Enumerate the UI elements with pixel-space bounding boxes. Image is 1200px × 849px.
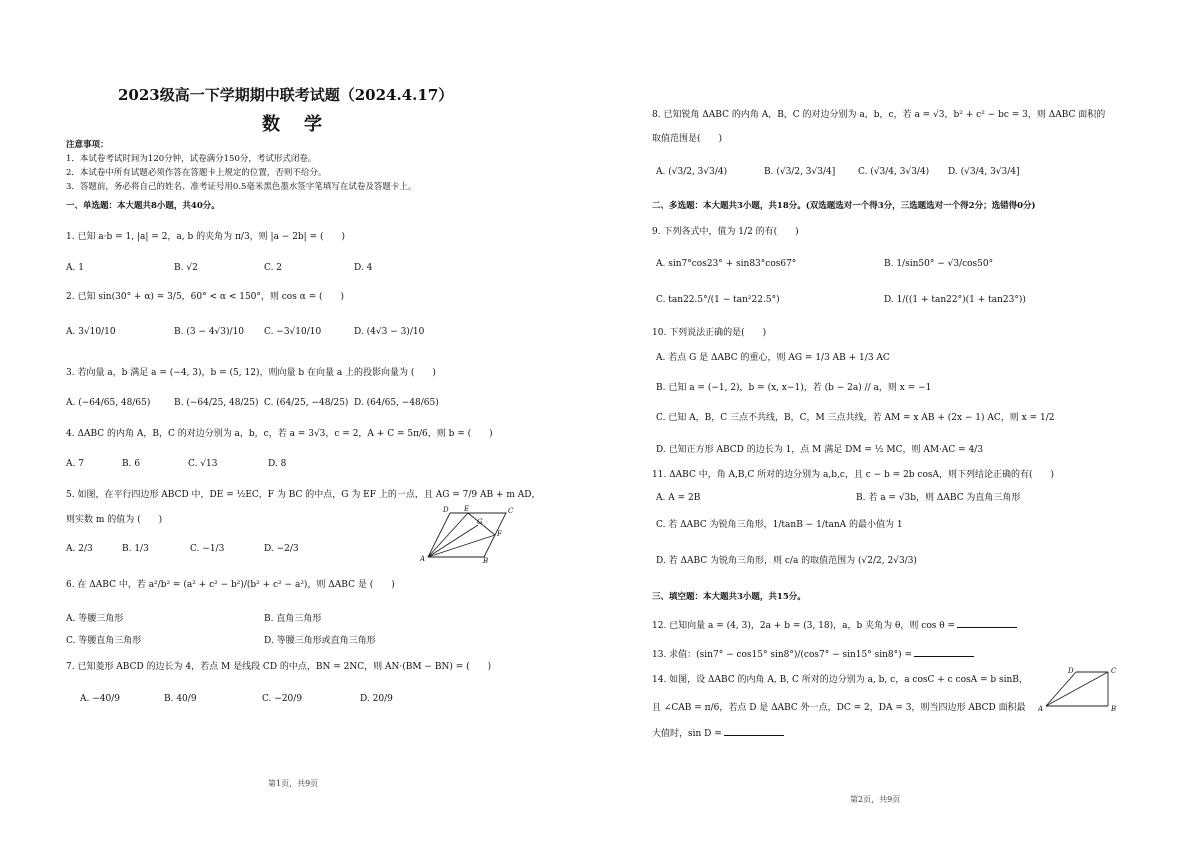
q1-option-d: D. 4 [354, 263, 373, 273]
question-8: 8. 已知锐角 ΔABC 的内角 A，B，C 的对边分别为 a，b，c，若 a = √3，b² + c² − bc = 3，则 ΔABC 面积的 [652, 110, 1106, 120]
q5-option-d: D. −2/3 [264, 544, 299, 554]
q1-option-a: A. 1 [66, 263, 84, 273]
notice-1: 1．本试卷考试时间为120分钟，试卷满分150分，考试形式闭卷。 [66, 154, 317, 164]
q4-option-c: C. √13 [188, 459, 218, 469]
exam-title: 2023级高一下学期期中联考试题（2024.4.17） [118, 86, 454, 104]
notice-header: 注意事项： [66, 140, 109, 150]
q7-option-d: D. 20/9 [360, 694, 393, 704]
fig-label-f: F [497, 530, 502, 538]
q1-option-c: C. 2 [264, 263, 283, 273]
segment-da [1046, 672, 1076, 706]
question-14-cont2 [652, 727, 784, 741]
subject-title: 数学 [262, 114, 346, 135]
question-14: 14. 如图，设 ΔABC 的内角 A, B, C 所对的边分别为 a, b, c，a cosC + c cosA = b sinB， [652, 675, 1028, 685]
question-12-text: 12. 已知向量 a = (4, 3)，2a + b = (3, 18)，a，b 夹角为 θ，则 cos θ = [652, 621, 956, 631]
fig14-label-c: C [1111, 667, 1117, 675]
quadrilateral-figure [1038, 664, 1122, 712]
q6-option-d: D. 等腰三角形或直角三角形 [264, 636, 376, 646]
q3-option-b: B. (−64/25, 48/25) [174, 398, 259, 408]
question-9: 9. 下列各式中，值为 1/2 的有( ) [652, 227, 799, 237]
fig-label-e: E [464, 505, 470, 513]
question-13 [652, 648, 974, 662]
question-2: 2. 已知 sin(30° + α) = 3/5，60° < α < 150°，则 cos α = ( ) [66, 292, 345, 302]
question-11: 11. ΔABC 中，角 A,B,C 所对的边分别为 a,b,c，且 c − b = 2b cosA，则下列结论正确的有( ) [652, 470, 1055, 480]
q2-option-c: C. −3√10/10 [264, 327, 322, 337]
q11-option-c: C. 若 ΔABC 为锐角三角形，1/tanB − 1/tanA 的最小值为 1 [656, 520, 903, 530]
q9-option-a: A. sin7°cos23° + sin83°cos67° [656, 259, 797, 269]
fig-label-b: B [483, 557, 489, 563]
fig-label-a: A [420, 555, 426, 563]
q6-option-c: C. 等腰直角三角形 [66, 636, 142, 646]
q11-option-d: D. 若 ΔABC 为锐角三角形，则 c/a 的取值范围为 (√2/2, 2√3/3) [656, 556, 917, 566]
q5-option-a: A. 2/3 [66, 544, 93, 554]
q8-option-c: C. (√3/4, 3√3/4) [858, 167, 930, 177]
fig14-label-d: D [1068, 667, 1074, 675]
q9-option-c: C. tan22.5°/(1 − tan²22.5°) [656, 295, 780, 305]
parallelogram-figure [420, 505, 520, 563]
q8-option-a: A. (√3/2, 3√3/4) [656, 167, 728, 177]
q4-option-b: B. 6 [122, 459, 141, 469]
section-single-choice: 一、单选题：本大题共8小题，共40分。 [66, 201, 220, 211]
q7-option-c: C. −20/9 [262, 694, 303, 704]
question-7: 7. 已知菱形 ABCD 的边长为 4，若点 M 是线段 CD 的中点，BN = 2NC，则 AN·(BM − BN) = ( ) [66, 662, 492, 672]
fig-label-g: G [477, 518, 483, 526]
question-13-text: 13. 求值：(sin7° − cos15° sin8°)/(cos7° − sin15° sin8°) = [652, 650, 913, 660]
q6-option-a: A. 等腰三角形 [66, 614, 124, 624]
fig-label-c: C [508, 507, 514, 515]
q13-answer-blank[interactable] [914, 648, 974, 657]
q2-option-b: B. (3 − 4√3)/10 [174, 327, 245, 337]
q3-option-a: A. (−64/65, 48/65) [66, 398, 151, 408]
q1-option-b: B. √2 [174, 263, 198, 273]
q4-option-a: A. 7 [66, 459, 84, 469]
q14-answer-blank[interactable] [724, 727, 784, 736]
q3-option-d: D. (64/65, −48/65) [354, 398, 439, 408]
question-6: 6. 在 ΔABC 中，若 a²/b² = (a² + c² − b²)/(b² + c² − a²)，则 ΔABC 是 ( ) [66, 580, 395, 590]
q10-option-b: B. 已知 a = (−1, 2)，b = (x, x−1)，若 (b − 2a) // a，则 x = −1 [656, 383, 932, 393]
q8-option-d: D. (√3/4, 3√3/4] [948, 167, 1020, 177]
q7-option-b: B. 40/9 [164, 694, 197, 704]
page-left [0, 0, 590, 849]
q3-option-c: C. (64/25, −48/25) [264, 398, 349, 408]
section-fill-blank: 三、填空题：本大题共3小题，共15分。 [652, 592, 806, 602]
notice-2: 2．本试卷中所有试题必须作答在答题卡上规定的位置，否则不给分。 [66, 168, 327, 178]
page-right [600, 0, 1190, 849]
q8-option-b: B. (√3/2, 3√3/4] [764, 167, 836, 177]
q5-option-c: C. −1/3 [190, 544, 225, 554]
q2-option-a: A. 3√10/10 [66, 327, 116, 337]
question-14-cont: 且 ∠CAB = π/6，若点 D 是 ΔABC 外一点，DC = 2，DA = 3，则当四边形 ABCD 面积最 [652, 703, 1026, 713]
q5-option-b: B. 1/3 [122, 544, 149, 554]
q7-option-a: A. −40/9 [80, 694, 120, 704]
question-10: 10. 下列说法正确的是( ) [652, 328, 767, 338]
question-4: 4. ΔABC 的内角 A，B，C 的对边分别为 a，b，c，若 a = 3√3，c = 2，A + C = 5π/6，则 b = ( ) [66, 429, 493, 439]
fig14-label-a: A [1038, 705, 1044, 712]
question-12 [652, 619, 1017, 633]
segment-ac [1046, 672, 1108, 706]
q12-answer-blank[interactable] [957, 619, 1017, 628]
question-5-cont: 则实数 m 的值为 ( ) [66, 515, 163, 525]
q4-option-d: D. 8 [268, 459, 287, 469]
q9-option-d: D. 1/((1 + tan22°)(1 + tan23°)) [884, 295, 1026, 305]
question-3: 3. 若向量 a，b 满足 a = (−4, 3)，b = (5, 12)，则向量 b 在向量 a 上的投影向量为 ( ) [66, 368, 436, 378]
question-1: 1. 已知 a·b = 1, |a| = 2，a, b 的夹角为 π/3，则 |a − 2b| = ( ) [66, 232, 345, 242]
page-footer-left: 第1页，共9页 [268, 779, 319, 788]
page-footer-right: 第2页，共9页 [850, 795, 901, 804]
section-multi-choice: 二、多选题：本大题共3小题，共18分。(双选题选对一个得3分，三选题选对一个得2分；选错得0分) [652, 201, 1036, 211]
fig14-label-b: B [1111, 705, 1117, 712]
notice-3: 3．答题前，务必将自己的姓名、准考证号用0.5毫米黑色墨水签字笔填写在试卷及答题卡上。 [66, 182, 417, 192]
q11-option-a: A. A = 2B [656, 493, 701, 503]
q11-option-b: B. 若 a = √3b，则 ΔABC 为直角三角形 [856, 493, 1021, 503]
question-5: 5. 如图，在平行四边形 ABCD 中，DE = ½EC，F 为 BC 的中点，G 为 EF 上的一点，且 AG = 7/9 AB + m AD， [66, 490, 541, 500]
fig-label-d: D [443, 506, 449, 514]
q2-option-d: D. (4√3 − 3)/10 [354, 327, 425, 337]
q9-option-b: B. 1/sin50° − √3/cos50° [884, 259, 994, 269]
q10-option-c: C. 已知 A，B，C 三点不共线，B，C，M 三点共线，若 AM = x AB + (2x − 1) AC，则 x = 1/2 [656, 413, 1055, 423]
question-8-cont: 取值范围是( ) [652, 134, 723, 144]
q6-option-b: B. 直角三角形 [264, 614, 322, 624]
q10-option-a: A. 若点 G 是 ΔABC 的重心，则 AG = 1/3 AB + 1/3 AC [656, 353, 890, 363]
q10-option-d: D. 已知正方形 ABCD 的边长为 1，点 M 满足 DM = ½ MC，则 AM·AC = 4/3 [656, 445, 984, 455]
question-14-text-end: 大值时，sin D = [652, 729, 722, 739]
